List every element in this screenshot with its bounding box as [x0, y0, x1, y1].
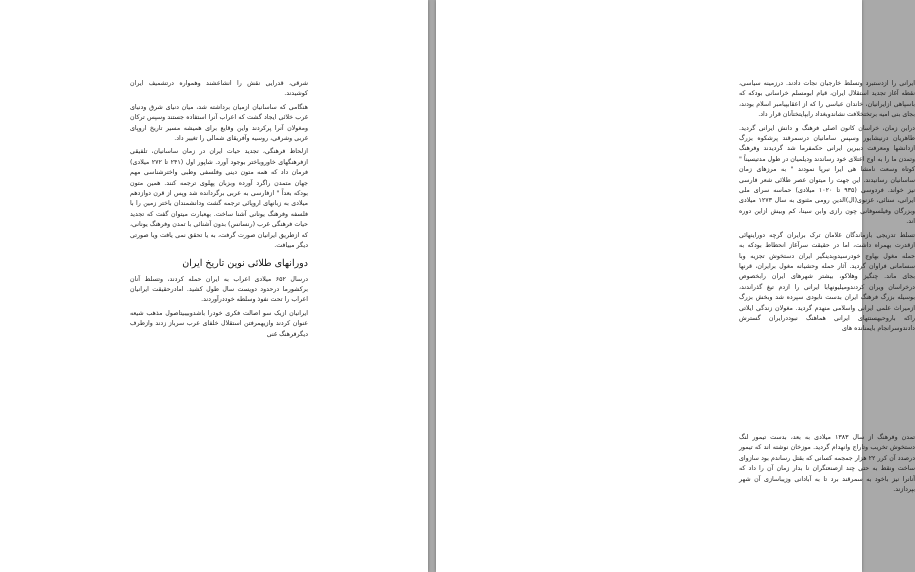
- right-page-text-column: [739, 79, 915, 338]
- paragraph: تسلط تدریجی بازماندگان غلامان ترک برایران گرچه دوراینهائی ازقدرت بهمراه داشت، اما در حقیقت سرآغاز انحطاط بودکه به حمله مغول بهاوج خودرسیدوبدینگیر ایران دستخوش تجزیه وبا سسامانی فراوان گردید. آثار حمله وحشیانه مغول برایران، قرنها بجای ماند. چنگیز وهلاکو، بیشتر شهرهای ایران رابخصوص درخراسان ویران کردندومیلیونهابا ایرانی را ازدم تیغ گذراندند، بوسیله بزرگ فرهنگ ایران بدست نابودی سپرده شد وبخش بزرگ ازمیراث علمی ایرانی واسلامی منهدم گردید. مغولان زندگی ایلاتی راکه باروحیهسنتهای ایرانی هماهنگ نبوددرایران گسترش دادندوسرانجام بایمنانده های: [739, 231, 915, 333]
- paragraph: دراین زمان، خراسان کانون اصلی فرهنگ و دانش ایرانی گردید. طاهریان درنیشابور وسپس سامانیان درسمرقند پرشکوه بزرگ ازدانشها ومعرفت دبیرین ایرانی حکمفرما شد گردیدند وفرهنگ وتمدن ما را به اوج اعتلای خود رساندند ودیلمیان در طول مدتیسیناً " کوتاه وسعت نامشا هی ایرا نبرپا نمودند " به مرزهای زمان ساسانیان رسانیدند. این جهت را میتوان عصر طلائی شعر فارسی نیز خواند. فردوسی (۹۳۵ تا ۱۰۲۰ میلادی) حماسه سرای ملی ایرانی، سنائی، غزنوی(ال)الدین رومی مثنوی به سال ۱۲۷۳ میلادی وبزرگان وفیلسوفانی چون رازی وابن سینا، کم وبیش ازاین دوره اند.: [739, 124, 915, 226]
- paragraph: هنگامی که ساسانیان ازمیان برداشته شد، میان دنیای شرق ودنیای غرب خلائی ایجاد گشت که اعراب آنرا استفاده جستند وسپس ترکان ومغولان آنرا پرکردند واین وقایع برای همیشه مسیر تاریخ اروپای غربی وشرقی، روسیه وآفریقای شمالی را تغییر داد.: [130, 103, 308, 143]
- paragraph: تمدن وفرهنگ از سال ۱۳۸۳ میلادی به بعد، بدست تیمور لنگ دستخوش تخریب وتاراج وانهدام گردید. موزخان نوشته اند که تیمور درصدد آن کرر ۲۲ هزار جمجمه کسانی که بقتل رساندم بود سازوای ساخت ونقط به حتی چند ازصنعتگران نا بدار زمان آن را داد که آنانرا نیز باخود به سمرقند برد تا به آبادانی وزیباسازی آن شهر بپردازند.: [739, 434, 915, 494]
- right-page: [436, 0, 915, 572]
- left-page: [0, 0, 428, 572]
- paragraph: ایرانی را ازدستبرد وتسلط خارجیان نجات دادند. درزمینه سیاسی، نقطه آغاز تجدید استقلال ایران، قیام ابومسلم خراسانی بودکه که باسپاهی ازایرانیان، خاندان عباسی را که از اعقابپیامبر اسلام بودند، بجای بنی امیه برتختخلافت نشاندوبغداد رابپایتختآنان قرار داد.: [739, 80, 915, 119]
- right-page-text-block-bottom: [739, 433, 915, 498]
- paragraph: ایرانیان ازیک سو اصالت فکری خودرا باشدوبیبیتاصول مذهب شیعه عنوان کردند وازیهمرفتن استقلال خلفای عرب سرباز زدند وازطرف دیگرفرهنگ غنی: [130, 309, 308, 338]
- paragraph: شرقی، قدرایی نقش را انشاعشند وهمواره درتشمیف ایران کوشیدند.: [130, 80, 308, 98]
- section-heading: دورانهای طلائی نوین تاریخ ایران: [182, 257, 308, 269]
- left-page-text-column: [130, 79, 308, 343]
- paragraph: درسال ۶۵۲ میلادی اعراب به ایران حمله کردند، وتسلط آنان برکشورما درحدود دویست سال طول کشید. امادرحقیقت ایرانیان اعراب را تحت نفوذ وسلطه خوددرآوردند.: [130, 275, 308, 304]
- paragraph: ازلحاظ فرهنگی، تجدید حیات ایران در زمان ساسانیان، تلفیقی ازفرهنگهای خاوروباختر بوجود آورد. شاپور اول (۲۴۱ تا ۲۷۲ میلادی) فرمان داد که همه متون دینی وفلسفی وطبی واخترشناسی مهم جهان متمدن راگرد آورده وبزبان پهلوی ترجمه کنند. همین متون بودکه بعداً " ازفارسی به عربی برگردانده شد وپس از قرن دوازدهم میلادی به زبانهای اروپائی ترجمه گشت ودانشمندان باختر زمین را با فلسفه وفرهنگ یونانی آشنا ساخت. بهعبارت میتوان گفت که تجدید حیات فرهنگی غرب (رنسانس) بدون آشنائی با تمدن وفرهنگ یونانی، که ازطریق ایرانیان صورت گرفت، به یا تحقق نمی یافت ویا صورتی دیگر مییافت.: [130, 148, 308, 250]
